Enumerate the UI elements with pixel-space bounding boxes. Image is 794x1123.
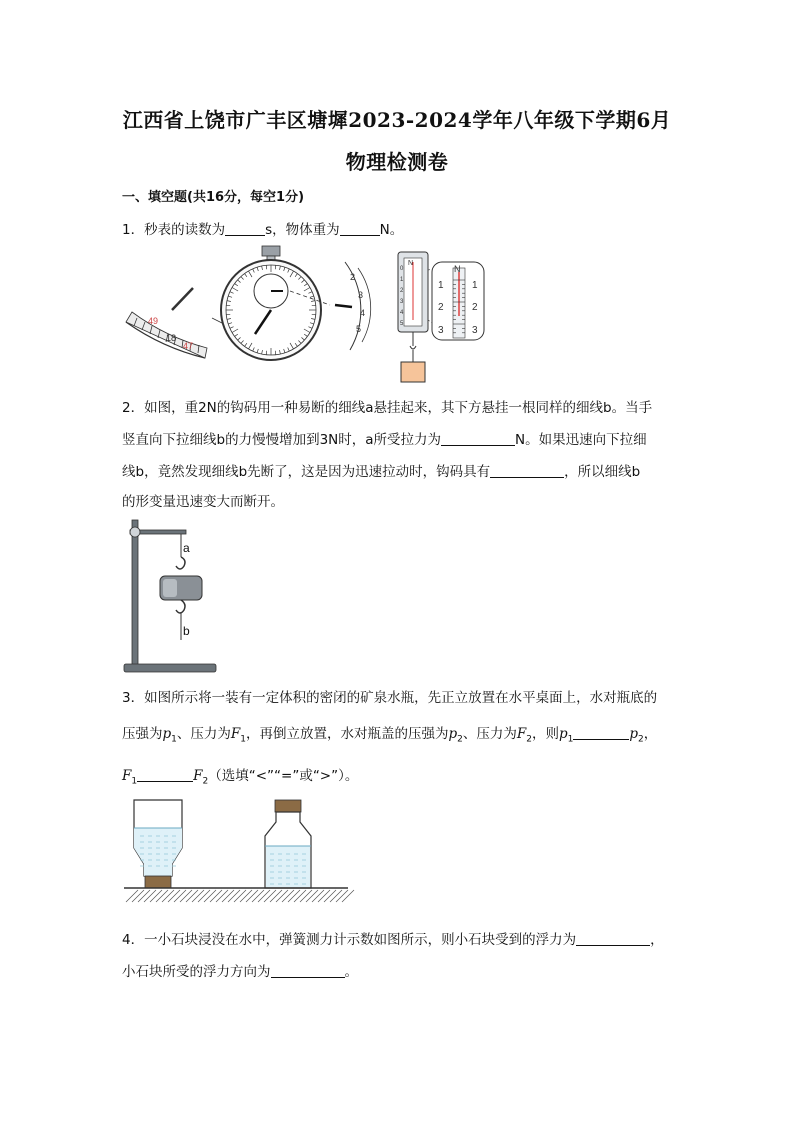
zoom-left-1: 1 [438, 280, 444, 291]
question-1: 1．秒表的读数为 s，物体重为 N。 [122, 222, 404, 238]
question-2-line-2: 竖直向下拉细线b的力慢慢增加到3N时，a所受拉力为 N。如果迅速向下拉细 [122, 432, 647, 448]
section-heading: 一、填空题(共16分，每空1分) [122, 190, 305, 205]
scale-label-3: 3 [400, 299, 404, 305]
answer-blank-4a[interactable] [576, 931, 650, 946]
scale-label-0: 0 [400, 266, 404, 272]
arc-label-49: 49 [148, 316, 159, 326]
title-line-2: 物理检测卷 [345, 150, 449, 174]
question-2-line-4: 的形变量迅速变大而断开。 [122, 494, 284, 510]
scale-label-2: 2 [400, 288, 404, 294]
dial-label-5: 5 [356, 324, 362, 334]
scale-label-4: 4 [400, 310, 404, 316]
zoom-right-3: 3 [472, 325, 478, 336]
zoom-left-2: 2 [438, 302, 444, 313]
question-4-line-1: 4．一小石块浸没在水中，弹簧测力计示数如图所示，则小石块受到的浮力为 ， [122, 932, 664, 948]
zoom-n-label: N [454, 264, 461, 274]
scale-label-1: 1 [400, 277, 404, 283]
zoom-left-3: 3 [438, 325, 444, 336]
dial-label-3: 3 [358, 290, 364, 300]
question-4-line-2: 小石块所受的浮力方向为 。 [122, 964, 358, 980]
question-3-line-3: $F_1$ $F_2$（选填“<”“=”或“>”）。 [122, 768, 359, 787]
label-thread-a: a [183, 541, 190, 555]
label-thread-b: b [183, 624, 190, 638]
scale-n-label: N [408, 260, 414, 267]
dial-label-2: 2 [350, 272, 356, 282]
zoom-right-1: 1 [472, 280, 478, 291]
title-line-1: 江西省上饶市广丰区塘墀2023-2024学年八年级下学期6月 [122, 108, 672, 132]
zoom-right-2: 2 [472, 302, 478, 313]
dial-label-4: 4 [360, 308, 366, 318]
scale-label-5: 5 [400, 321, 404, 327]
arc-label-18: 18 [166, 333, 177, 343]
question-2-line-1: 2．如图，重2N的钩码用一种易断的细线a悬挂起来，其下方悬挂一根同样的细线b。当手 [122, 400, 653, 416]
question-2-line-3: 线b，竟然发现细线b先断了，这是因为迅速拉动时，钩码具有 ，所以细线b [122, 464, 641, 480]
arc-label-47: 47 [183, 341, 194, 351]
question-3-line-2: 压强为$p_1$、压力为$F_1$，再倒立放置，水对瓶盖的压强为$p_2$、压力为$F_2$，则$p_1$ $p_2$， [122, 726, 658, 745]
answer-blank-4b[interactable] [271, 963, 345, 978]
question-3-line-1: 3．如图所示将一装有一定体积的密闭的矿泉水瓶，先正立放置在水平桌面上，水对瓶底的 [122, 690, 658, 706]
